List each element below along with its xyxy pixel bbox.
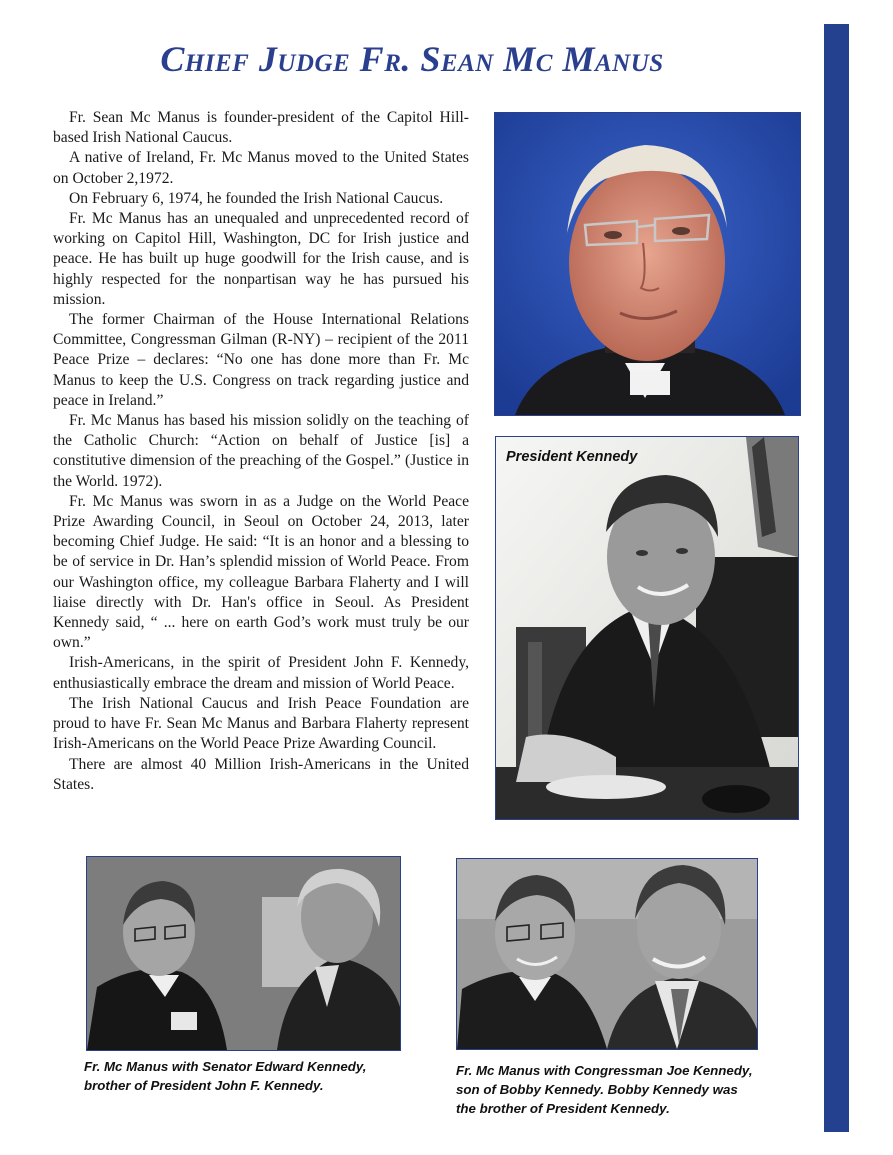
side-color-bar (824, 24, 849, 1132)
paragraph: The Irish National Caucus and Irish Peace Foundation are proud to have Fr. Sean Mc Manus and Barbara Flaherty represent Irish-Americans on the World Peace Prize Awarding Council. (53, 694, 469, 753)
caption-line: Fr. Mc Manus with Congressman Joe Kennedy, (456, 1063, 753, 1078)
paragraph: Fr. Mc Manus was sworn in as a Judge on the World Peace Prize Awarding Council, in Seoul on October 24, 2013, later becoming Chief Judge. He said: “It is an honor and a blessing to be of service in Dr. Han’s splendid mission of World Peace. From our Washington office, my colleague Barbara Flaherty and I will liaise directly with Dr. Han's office in Seoul. As President Kennedy said, “ ... here on earth God’s work must truly be our own.” (53, 492, 469, 652)
paragraph: Fr. Mc Manus has an unequaled and unprecedented record of working on Capitol Hill, Washington, DC for Irish justice and peace. He has built up huge goodwill for the Irish cause, and is highly respected for the nonpartisan way he has pursued his mission. (53, 210, 469, 308)
paragraph: Fr. Sean Mc Manus is founder-president of the Capitol Hill-based Irish National Caucus. (53, 109, 469, 147)
edward-kennedy-photo (86, 856, 401, 1051)
paragraph: The former Chairman of the House International Relations Committee, Congressman Gilman (R-NY) – recipient of the 2011 Peace Prize – declares: “No one has done more than Fr. Mc Manus to keep the U.S. Congress on track regarding justice and peace in Ireland.” (53, 311, 469, 409)
caption-line: brother of President John F. Kennedy. (84, 1078, 324, 1093)
joe-kennedy-photo (456, 858, 758, 1050)
president-kennedy-photo (495, 436, 799, 820)
caption-line: son of Bobby Kennedy. Bobby Kennedy was (456, 1082, 738, 1097)
caption-line: the brother of President Kennedy. (456, 1101, 670, 1116)
paragraph: There are almost 40 Million Irish-Americans in the United States. (53, 755, 469, 793)
article-body (53, 108, 469, 795)
paragraph: A native of Ireland, Fr. Mc Manus moved to the United States on October 2,1972. (53, 149, 469, 187)
paragraph: Fr. Mc Manus has based his mission solidly on the teaching of the Catholic Church: “Action on behalf of Justice [is] a constitutive dimension of the preaching of the Gospel.” (Justice in the World. 1972). (53, 412, 469, 490)
paragraph: Irish-Americans, in the spirit of President John F. Kennedy, enthusiastically embrace the dream and mission of World Peace. (53, 654, 469, 692)
paragraph: On February 6, 1974, he founded the Irish National Caucus. (69, 189, 444, 207)
joe-kennedy-caption (456, 1061, 753, 1118)
portrait-photo (494, 112, 801, 416)
edward-kennedy-caption (84, 1057, 366, 1095)
caption-line: Fr. Mc Manus with Senator Edward Kennedy, (84, 1059, 367, 1074)
photo-label: President Kennedy (506, 449, 638, 465)
page-title: Chief Judge Fr. Sean Mc Manus (160, 39, 664, 79)
